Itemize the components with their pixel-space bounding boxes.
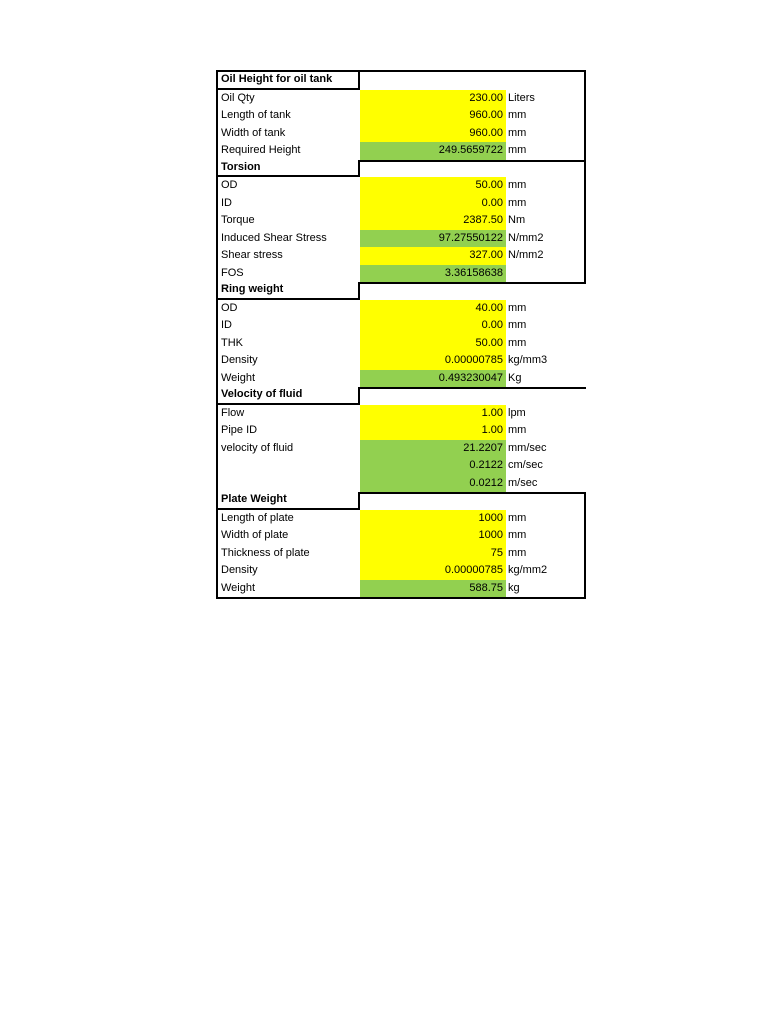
value-cell[interactable]: 1.00	[360, 422, 506, 440]
label-cell[interactable]: Thickness of plate	[216, 545, 360, 563]
section-header	[216, 160, 586, 178]
unit-cell[interactable]: mm/sec	[508, 441, 547, 454]
unit-cell[interactable]: mm	[508, 336, 527, 349]
label-cell[interactable]: ID	[216, 195, 360, 213]
label-cell[interactable]: Width of tank	[216, 125, 360, 143]
table-row	[216, 405, 586, 423]
table-row	[216, 527, 586, 545]
unit-cell[interactable]	[506, 265, 586, 283]
unit-cell[interactable]: mm	[506, 195, 586, 213]
value-cell[interactable]: 0.00	[360, 195, 506, 213]
unit-cell[interactable]: Kg	[508, 371, 522, 384]
value-cell[interactable]: 588.75	[360, 580, 506, 598]
value-cell[interactable]: 0.2122	[360, 457, 506, 475]
value-cell[interactable]: 0.00000785	[360, 352, 506, 370]
unit-cell[interactable]: N/mm2	[506, 230, 586, 248]
label-cell[interactable]: Flow	[216, 405, 360, 423]
label-cell[interactable]: Torque	[216, 212, 360, 230]
unit-cell[interactable]: m/sec	[508, 476, 538, 489]
label-cell[interactable]: Weight	[216, 580, 360, 598]
section-title[interactable]: Plate Weight	[216, 492, 360, 510]
value-cell[interactable]: 0.493230047	[360, 370, 506, 388]
unit-cell[interactable]: N/mm2	[506, 247, 586, 265]
section-header	[216, 492, 586, 510]
table-row	[216, 230, 586, 248]
label-cell[interactable]: Induced Shear Stress	[216, 230, 360, 248]
value-cell[interactable]: 327.00	[360, 247, 506, 265]
unit-cell[interactable]: mm	[506, 527, 586, 545]
label-cell[interactable]: THK	[216, 335, 360, 353]
header-value-cell[interactable]	[360, 492, 506, 510]
calculation-sheet	[216, 70, 586, 599]
unit-cell[interactable]: mm	[506, 142, 586, 160]
unit-cell[interactable]: mm	[508, 424, 527, 436]
value-cell[interactable]: 1000	[360, 510, 506, 528]
table-row	[216, 352, 586, 370]
value-cell[interactable]: 960.00	[360, 125, 506, 143]
value-cell[interactable]: 97.27550122	[360, 230, 506, 248]
value-cell[interactable]: 0.00000785	[360, 562, 506, 580]
table-row	[216, 90, 586, 108]
value-cell[interactable]: 75	[360, 545, 506, 563]
table-row	[216, 475, 586, 493]
table-row	[216, 212, 586, 230]
value-cell[interactable]: 40.00	[360, 300, 506, 318]
unit-cell[interactable]: cm/sec	[508, 459, 543, 471]
label-cell[interactable]: Length of tank	[216, 107, 360, 125]
header-value-cell[interactable]	[360, 160, 506, 178]
label-cell[interactable]: Oil Qty	[216, 90, 360, 108]
table-row	[216, 335, 586, 353]
unit-cell[interactable]: kg/mm3	[508, 354, 548, 366]
value-cell[interactable]: 0.00	[360, 317, 506, 335]
label-cell[interactable]: Density	[216, 352, 360, 370]
table-row	[216, 107, 586, 125]
label-cell[interactable]: Weight	[216, 370, 360, 388]
header-value-cell[interactable]	[360, 387, 506, 405]
header-unit-cell[interactable]	[506, 160, 586, 178]
label-cell[interactable]: OD	[216, 300, 360, 318]
label-cell[interactable]: Required Height	[216, 142, 360, 160]
section-title[interactable]: Ring weight	[216, 282, 360, 300]
header-unit-cell[interactable]	[506, 72, 586, 90]
label-cell[interactable]: Length of plate	[216, 510, 360, 528]
table-row	[216, 317, 586, 335]
label-cell[interactable]: Density	[216, 562, 360, 580]
label-cell[interactable]: Shear stress	[216, 247, 360, 265]
unit-cell[interactable]: mm	[508, 319, 527, 331]
label-cell[interactable]: OD	[216, 177, 360, 195]
section-header	[216, 282, 586, 300]
header-value-cell[interactable]	[360, 72, 506, 90]
value-cell[interactable]: 249.5659722	[360, 142, 506, 160]
unit-cell[interactable]: kg/mm2	[506, 562, 586, 580]
unit-cell[interactable]: mm	[508, 301, 527, 314]
label-cell[interactable]	[216, 457, 360, 475]
value-cell[interactable]: 2387.50	[360, 212, 506, 230]
value-cell[interactable]: 50.00	[360, 177, 506, 195]
value-cell[interactable]: 3.36158638	[360, 265, 506, 283]
unit-cell[interactable]: mm	[506, 125, 586, 143]
label-cell[interactable]: ID	[216, 317, 360, 335]
value-cell[interactable]: 0.0212	[360, 475, 506, 493]
unit-cell[interactable]: mm	[506, 545, 586, 563]
section-header	[216, 387, 586, 405]
table-row	[216, 422, 586, 440]
section-header	[216, 72, 586, 90]
header-unit-cell[interactable]	[506, 387, 586, 405]
value-cell[interactable]: 21.2207	[360, 440, 506, 458]
label-cell[interactable]: Pipe ID	[216, 422, 360, 440]
table-row	[216, 300, 586, 318]
section-title[interactable]: Torsion	[216, 160, 360, 178]
table-row	[216, 265, 586, 283]
table-row	[216, 195, 586, 213]
table-row	[216, 562, 586, 580]
label-cell[interactable]	[216, 475, 360, 493]
unit-cell[interactable]: Nm	[506, 212, 586, 230]
header-unit-cell[interactable]	[506, 282, 586, 300]
table-row	[216, 545, 586, 563]
table-row	[216, 510, 586, 528]
table-row	[216, 125, 586, 143]
unit-cell[interactable]: mm	[506, 177, 586, 195]
unit-cell[interactable]: lpm	[508, 406, 526, 419]
section-title[interactable]: Oil Height for oil tank	[216, 72, 360, 90]
table-row	[216, 142, 586, 160]
value-cell[interactable]: 230.00	[360, 90, 506, 108]
header-unit-cell[interactable]	[506, 492, 586, 510]
section-title[interactable]: Velocity of fluid	[216, 387, 360, 405]
table-row	[216, 440, 586, 458]
header-value-cell[interactable]	[360, 282, 506, 300]
label-cell[interactable]: velocity of fluid	[216, 440, 360, 458]
value-cell[interactable]: 1000	[360, 527, 506, 545]
table-row	[216, 247, 586, 265]
table-row	[216, 370, 586, 388]
value-cell[interactable]: 50.00	[360, 335, 506, 353]
table-row	[216, 457, 586, 475]
unit-cell[interactable]: Liters	[506, 90, 586, 108]
value-cell[interactable]: 1.00	[360, 405, 506, 423]
table-row	[216, 580, 586, 600]
label-cell[interactable]: Width of plate	[216, 527, 360, 545]
unit-cell[interactable]: mm	[506, 510, 586, 528]
value-cell[interactable]: 960.00	[360, 107, 506, 125]
unit-cell[interactable]: mm	[506, 107, 586, 125]
table-row	[216, 177, 586, 195]
label-cell[interactable]: FOS	[216, 265, 360, 283]
unit-cell[interactable]: kg	[506, 580, 586, 598]
